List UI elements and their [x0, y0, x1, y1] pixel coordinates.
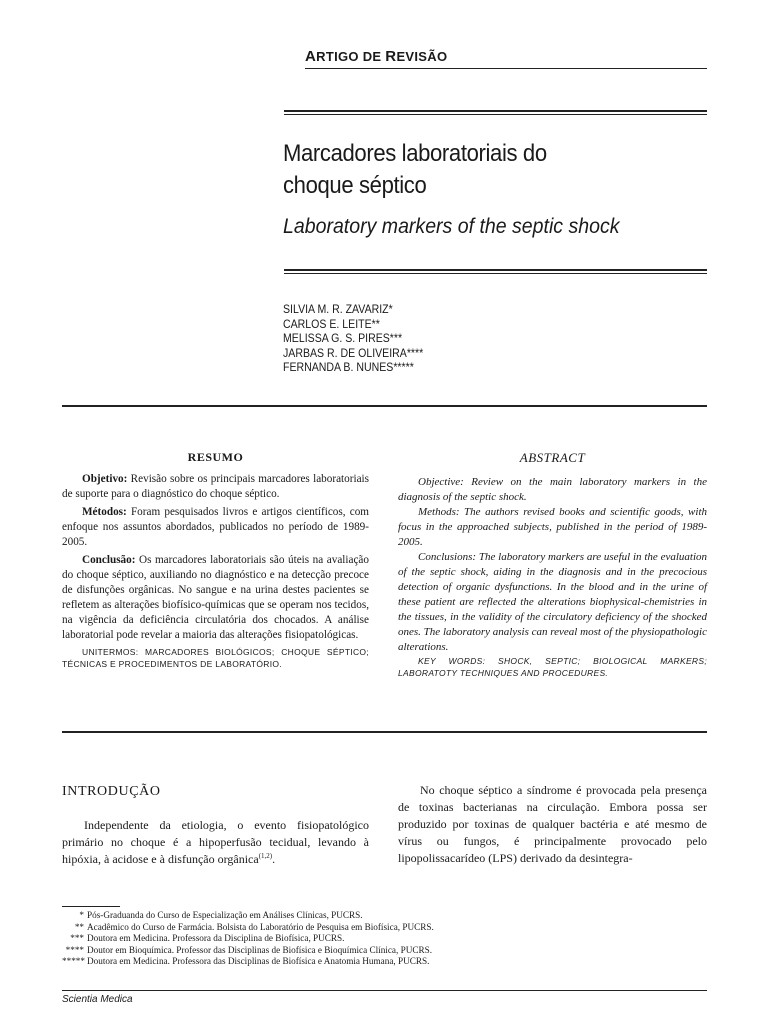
abstract-heading: ABSTRACT: [519, 450, 586, 465]
abstract-conclusions: Conclusions: The laboratory markers are useful in the evaluation of the septic shock, aiding in the diagnosis and in the precocious detection of organic dysfunctions. In the blood and in the urine of these patient are reflected the alterations biophysical-chemistries in the tissues, in the validity of the circulatory deficiency of the shocked ones. The laboratory analysis can reveal most of the physiopathologic alterations.: [398, 551, 707, 653]
footnote-text: Doutora em Medicina. Professora da Disciplina de Biofísica, PUCRS.: [87, 933, 345, 943]
section-label-initial-a: A: [305, 48, 317, 65]
abstract-objective: Objective: Review on the main laboratory markers in the diagnosis of the septic shock.: [398, 476, 707, 503]
resumo-objetivo-text: Revisão sobre os principais marcadores laboratoriais de suporte para o diagnóstico do choque séptico.: [62, 473, 369, 500]
footer-rule: [62, 990, 707, 991]
section-label-initial-r: R: [385, 48, 397, 65]
footnote-mark: ****: [65, 944, 84, 955]
resumo-unitermos: UNITERMOS: MARCADORES BIOLÓGICOS; CHOQUE SÉPTICO; TÉCNICAS E PROCEDIMENTOS DE LABORATÓRIO.: [62, 647, 369, 669]
header-rule: [305, 68, 707, 69]
footnote-text: Acadêmico do Curso de Farmácia. Bolsista do Laboratório de Pesquisa em Biofísica, PUCRS.: [87, 921, 434, 932]
section-label: [305, 48, 447, 65]
abstract-methods: Methods: The authors revised books and scientific goods, with focus in the approached subjects, published in the period of 1989-2005.: [398, 506, 707, 548]
footnotes: [62, 910, 707, 968]
section-label-word2: EVISÃO: [396, 49, 448, 64]
footnote-text: Pós-Graduanda do Curso de Especialização em Análises Clínicas, PUCRS.: [87, 910, 363, 920]
introduction-paragraph-1-end: .: [272, 852, 276, 866]
resumo-conclusao-text: Os marcadores laboratoriais são úteis na avaliação do choque séptico, auxiliando no diagnóstico e na detecção precoce de disfunções orgânicas. No sangue e na urina destes pacientes se refletem as alterações biofísico-químicas que se operam nos tecidos, na vigência da deficiência circulatória dos chocados. A análise laboratorial pode revelar a maioria das alterações fisiopatológicas.: [62, 554, 369, 641]
footnote-text: Doutor em Bioquímica. Professor das Disciplinas de Biofísica e Bioquímica Clínica, PUCRS.: [87, 944, 433, 955]
author-list: [283, 302, 423, 375]
journal-name: Scientia Medica: [62, 994, 133, 1005]
resumo-conclusao-label: Conclusão:: [82, 554, 136, 566]
abstract-body: [398, 475, 707, 679]
resumo-metodos-text: Foram pesquisados livros e artigos científicos, com enfoque nos assuntos abordados, publicados no período de 1989-2005.: [62, 506, 369, 548]
footnote-mark: **: [74, 921, 84, 932]
author-name: FERNANDA B. NUNES*****: [283, 360, 414, 374]
author-name: CARLOS E. LEITE**: [283, 316, 380, 331]
resumo-heading: RESUMO: [187, 450, 244, 464]
footnote: [62, 910, 707, 922]
section-label-word1: RTIGO DE: [316, 49, 386, 64]
introduction-left-column: [62, 817, 369, 868]
introduction-heading: INTRODUÇÃO: [62, 784, 161, 799]
resumo-body: [62, 472, 369, 673]
footnote: [62, 933, 707, 945]
abstract-keywords: KEY WORDS: SHOCK, SEPTIC; BIOLOGICAL MARKERS; LABORATOTY TECHNIQUES AND PROCEDURES.: [398, 656, 707, 678]
abstract-bottom-rule: [62, 731, 707, 733]
introduction-paragraph-1-text: Independente da etiologia, o evento fisiopatológico primário no choque é a hipoperfusão tecidual, levando à hipóxia, à acidose e à disfunção orgânica: [62, 818, 369, 866]
article-title-line1: Marcadores laboratoriais do: [283, 140, 547, 167]
footnote-rule: [62, 906, 120, 907]
footnote-mark: *: [79, 910, 84, 920]
footnote: [62, 922, 707, 934]
resumo-objetivo-label: Objetivo:: [82, 473, 128, 485]
resumo-metodos-label: Métodos:: [82, 506, 127, 518]
author-name: JARBAS R. DE OLIVEIRA****: [283, 345, 424, 360]
title-top-double-rule: [284, 110, 707, 115]
article-title-english: Laboratory markers of the septic shock: [283, 215, 620, 238]
citation-superscript: (1,2): [258, 852, 273, 860]
author-name: MELISSA G. S. PIRES***: [283, 331, 403, 345]
abstract-top-rule: [62, 405, 707, 407]
introduction-paragraph-1: [62, 817, 369, 868]
resumo-metodos: [62, 505, 369, 550]
article-title-portuguese: [283, 138, 679, 202]
title-bottom-double-rule: [284, 269, 707, 274]
resumo-conclusao: [62, 553, 369, 643]
article-title-line2: choque séptico: [283, 172, 427, 199]
author-name: SILVIA M. R. ZAVARIZ*: [283, 302, 393, 316]
footnote-mark: ***: [70, 933, 84, 943]
footnote: [62, 956, 707, 968]
introduction-right-column: [398, 782, 707, 867]
introduction-paragraph-2: No choque séptico a síndrome é provocada pela presença de toxinas bacterianas na circulação. Embora possa ser produzido por toxinas de qualquer bactéria e até mesmo de vírus ou fungos, é principalmente provocado pelo lipopolissacarídeo (LPS) derivado da desintegra-: [398, 783, 707, 865]
footnote-text: Doutora em Medicina. Professora das Disciplinas de Biofísica e Anatomia Humana, PUCRS.: [87, 956, 430, 966]
footnote-mark: *****: [62, 956, 85, 966]
footnote: [62, 945, 707, 957]
resumo-objetivo: [62, 472, 369, 502]
